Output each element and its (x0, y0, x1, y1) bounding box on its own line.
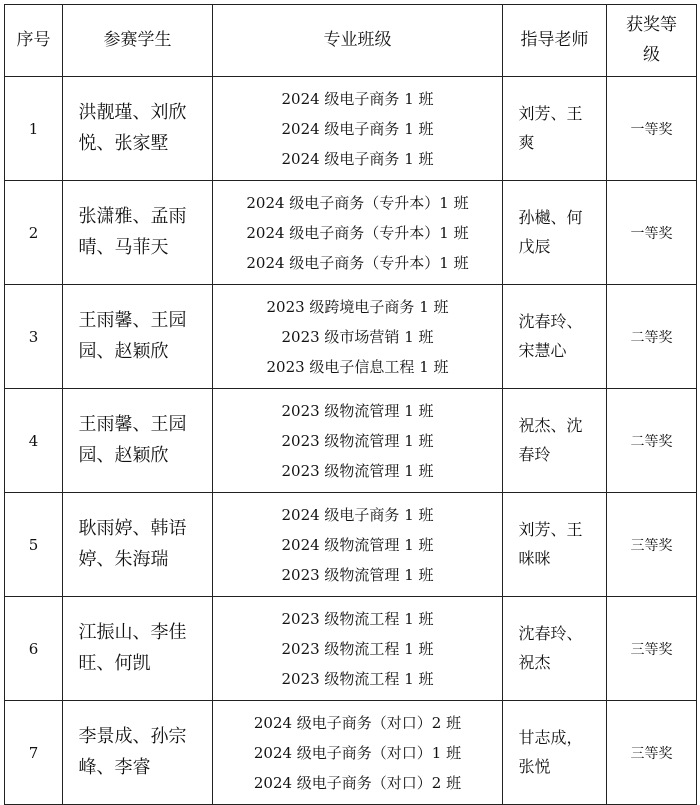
header-no: 序号 (5, 5, 63, 77)
award-level: 一等奖 (607, 181, 697, 285)
header-row (5, 5, 697, 77)
teachers-cell (503, 493, 607, 597)
row-number: 6 (5, 597, 63, 701)
teachers-names: 祝杰、沈春玲 (518, 415, 583, 464)
class-line: 2023 级物流管理 1 班 (281, 431, 434, 450)
class-line: 2024 级电子商务（专升本）1 班 (246, 193, 469, 212)
teachers-cell (503, 181, 607, 285)
class-line: 2024 级电子商务（对口）2 班 (253, 713, 462, 732)
header-students: 参赛学生 (63, 5, 213, 77)
row-number: 2 (5, 181, 63, 285)
class-line: 2023 级物流管理 1 班 (281, 565, 434, 584)
class-line: 2024 级电子商务（对口）2 班 (253, 773, 462, 792)
students-names: 洪靓瑾、刘欣悦、张家墅 (78, 101, 187, 154)
classes-cell (213, 181, 503, 285)
class-line: 2023 级物流管理 1 班 (281, 461, 434, 480)
students-cell (63, 285, 213, 389)
table-row (5, 597, 697, 701)
teachers-cell (503, 597, 607, 701)
table-row (5, 493, 697, 597)
students-cell (63, 493, 213, 597)
teachers-cell (503, 389, 607, 493)
students-names: 耿雨婷、韩语婷、朱海瑞 (78, 517, 187, 570)
row-number: 1 (5, 77, 63, 181)
row-number: 5 (5, 493, 63, 597)
class-line: 2024 级电子商务（专升本）1 班 (246, 253, 469, 272)
teachers-cell (503, 77, 607, 181)
teachers-names: 甘志成，张悦 (518, 727, 583, 776)
award-level: 二等奖 (607, 285, 697, 389)
teachers-names: 刘芳、王咪咪 (518, 519, 583, 568)
header-teachers: 指导老师 (503, 5, 607, 77)
row-number: 4 (5, 389, 63, 493)
classes-cell (213, 77, 503, 181)
students-names: 李景成、孙宗峰、李睿 (78, 725, 187, 778)
table-row (5, 285, 697, 389)
teachers-names: 孙樾、何戊辰 (518, 207, 583, 256)
teachers-cell (503, 701, 607, 805)
students-names: 王雨馨、王园园、赵颖欣 (78, 413, 187, 466)
class-line: 2024 级电子商务 1 班 (281, 149, 434, 168)
class-line: 2024 级电子商务 1 班 (281, 119, 434, 138)
table-row (5, 701, 697, 805)
students-names: 张潇雅、孟雨晴、马菲天 (78, 205, 187, 258)
teachers-names: 沈春玲、宋慧心 (518, 311, 583, 360)
students-names: 王雨馨、王园园、赵颖欣 (78, 309, 187, 362)
students-cell (63, 389, 213, 493)
classes-cell (213, 493, 503, 597)
class-line: 2024 级电子商务（对口）1 班 (253, 743, 462, 762)
header-award-label: 获奖等级 (626, 14, 677, 65)
class-line: 2024 级电子商务（专升本）1 班 (246, 223, 469, 242)
header-award (607, 5, 697, 77)
classes-cell (213, 285, 503, 389)
classes-cell (213, 389, 503, 493)
class-line: 2024 级物流管理 1 班 (281, 535, 434, 554)
table-body (5, 77, 697, 805)
students-cell (63, 77, 213, 181)
class-line: 2023 级物流工程 1 班 (281, 639, 434, 658)
class-line: 2023 级电子信息工程 1 班 (266, 357, 449, 376)
students-names: 江振山、李佳旺、何凯 (78, 621, 187, 674)
teachers-cell (503, 285, 607, 389)
class-line: 2023 级物流工程 1 班 (281, 609, 434, 628)
students-cell (63, 701, 213, 805)
award-level: 三等奖 (607, 597, 697, 701)
class-line: 2023 级市场营销 1 班 (281, 327, 434, 346)
award-level: 一等奖 (607, 77, 697, 181)
class-line: 2023 级物流工程 1 班 (281, 669, 434, 688)
class-line: 2023 级跨境电子商务 1 班 (266, 297, 449, 316)
classes-cell (213, 701, 503, 805)
row-number: 3 (5, 285, 63, 389)
classes-cell (213, 597, 503, 701)
award-level: 三等奖 (607, 701, 697, 805)
students-cell (63, 597, 213, 701)
table-row (5, 77, 697, 181)
header-classes: 专业班级 (213, 5, 503, 77)
students-cell (63, 181, 213, 285)
table-row (5, 389, 697, 493)
class-line: 2024 级电子商务 1 班 (281, 505, 434, 524)
class-line: 2023 级物流管理 1 班 (281, 401, 434, 420)
award-table (4, 4, 697, 805)
table-row (5, 181, 697, 285)
teachers-names: 沈春玲、祝杰 (518, 623, 583, 672)
class-line: 2024 级电子商务 1 班 (281, 89, 434, 108)
row-number: 7 (5, 701, 63, 805)
award-level: 三等奖 (607, 493, 697, 597)
teachers-names: 刘芳、王爽 (518, 103, 583, 152)
award-level: 二等奖 (607, 389, 697, 493)
